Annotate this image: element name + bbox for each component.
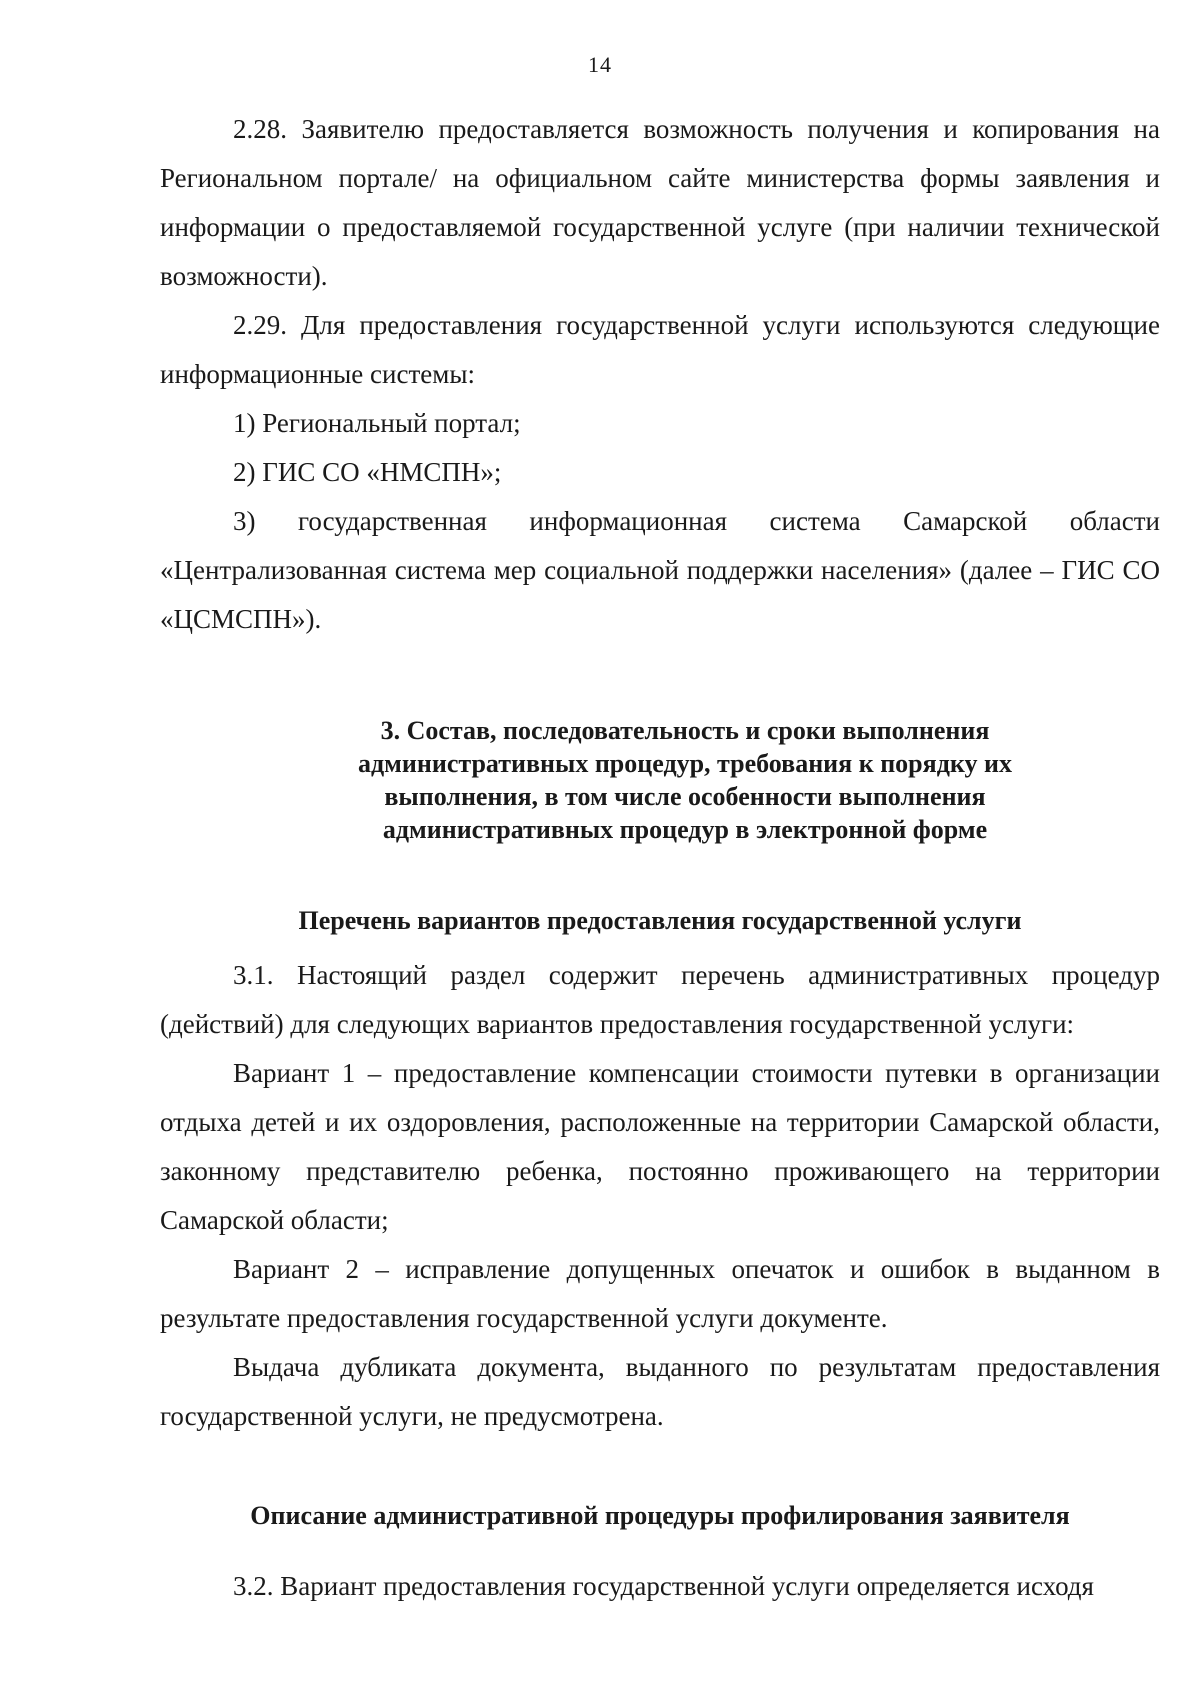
paragraph-duplicate: Выдача дубликата документа, выданного по результатам предоставления государственной услуги, не предусмотрена. [160,1352,1160,1431]
paragraph-2-29: 2.29. Для предоставления государственной услуги используются следующие информационные системы: [160,310,1160,389]
section-heading-line: выполнения, в том числе особенности выполнения [384,782,986,811]
page-number: 14 [588,52,612,77]
list-item-gis-csmspn: 3) государственная информационная система Самарской области «Централизованная система мер социальной поддержки населения» (далее – ГИС СО «ЦСМСПН»). [160,506,1160,634]
paragraph-variant-2: Вариант 2 – исправление допущенных опечаток и ошибок в выданном в результате предоставления государственной услуги документе. [160,1254,1160,1333]
section-heading-line: административных процедур, требования к порядку их [358,749,1012,778]
subheading-profiling: Описание административной процедуры профилирования заявителя [250,1501,1070,1530]
paragraph-3-1: 3.1. Настоящий раздел содержит перечень административных процедур (действий) для следующих вариантов предоставления государственной услуги: [160,960,1160,1039]
section-heading-line: административных процедур в электронной форме [382,815,988,844]
paragraph-3-2: 3.2. Вариант предоставления государственной услуги определяется исходя [233,1571,1094,1601]
document-body [160,105,1160,1611]
section-heading [160,714,1160,846]
section-heading-line: 3. Состав, последовательность и сроки выполнения [380,716,990,745]
paragraph-variant-1: Вариант 1 – предоставление компенсации стоимости путевки в организации отдыха детей и их оздоровления, расположенные на территории Самарской области, законному представителю ребенка, постоянно проживающего на территории Самарской области; [160,1058,1160,1235]
list-item-gis-nmspn: 2) ГИС СО «НМСПН»; [233,457,502,487]
paragraph-2-28: 2.28. Заявителю предоставляется возможность получения и копирования на Региональном портале/ на официальном сайте министерства формы заявления и информации о предоставляемой государственной услуге (при наличии технической возможности). [160,114,1160,291]
list-item-regional-portal: 1) Региональный портал; [233,408,521,438]
subheading-variants: Перечень вариантов предоставления государственной услуги [298,906,1022,935]
